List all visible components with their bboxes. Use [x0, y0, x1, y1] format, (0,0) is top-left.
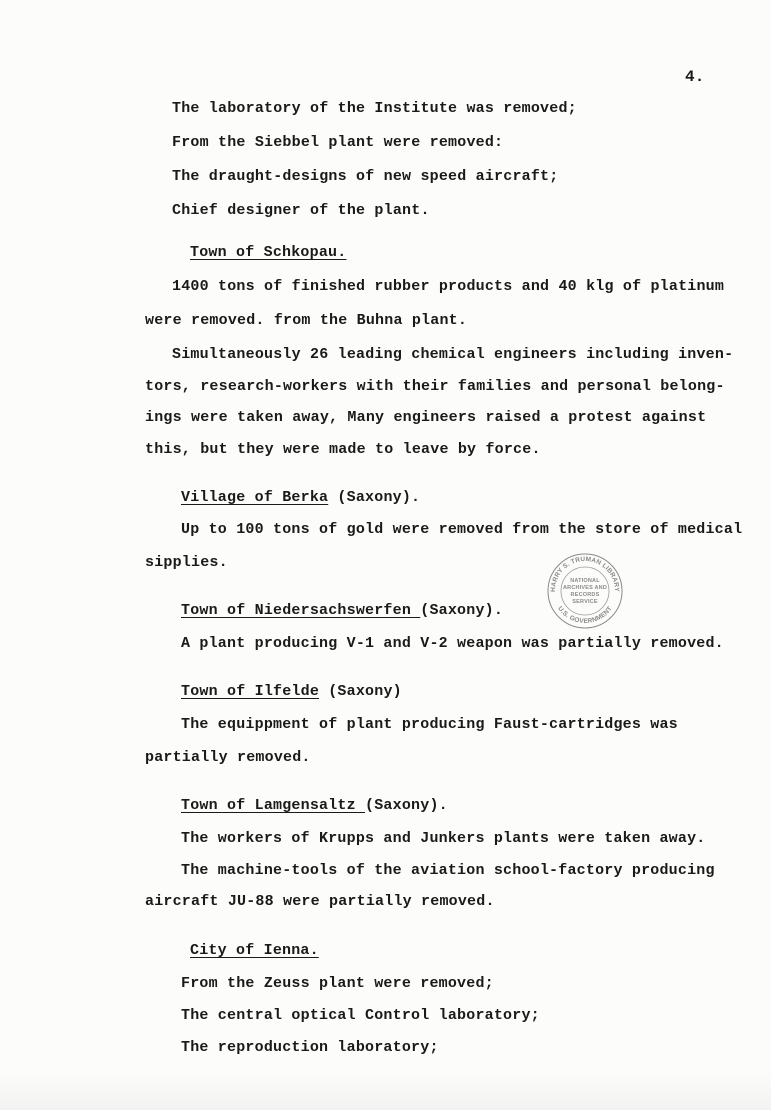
page-number: 4.: [685, 68, 705, 86]
text-line: From the Siebbel plant were removed:: [172, 134, 504, 151]
text-line: Up to 100 tons of gold were removed from the store of medical: [181, 521, 743, 538]
section-heading-line: [181, 489, 420, 507]
text-line: tors, research-workers with their families and personal belong-: [145, 378, 725, 395]
text-line: sipplies.: [145, 554, 228, 571]
text-line: this, but they were made to leave by force.: [145, 441, 541, 458]
archive-stamp: [546, 552, 624, 630]
text-line: A plant producing V-1 and V-2 weapon was partially removed.: [181, 635, 724, 652]
section-heading: City of Ienna.: [190, 942, 319, 959]
region-label: (Saxony).: [365, 797, 448, 814]
text-line: The central optical Control laboratory;: [181, 1007, 540, 1024]
text-line: Chief designer of the plant.: [172, 202, 430, 219]
section-heading: Village of Berka: [181, 489, 329, 506]
text-line: 1400 tons of finished rubber products and 40 klg of platinum: [172, 278, 725, 295]
region-label: (Saxony).: [420, 602, 504, 619]
text-line: Simultaneously 26 leading chemical engineers including inven-: [172, 346, 734, 363]
stamp-line: NATIONAL: [570, 578, 600, 584]
section-heading: Town of Niedersachswerfen: [181, 602, 421, 619]
stamp-top-text: HARRY S. TRUMAN LIBRARY: [549, 555, 621, 593]
text-line: The equippment of plant producing Faust-cartridges was: [181, 716, 678, 733]
text-line: The laboratory of the Institute was removed;: [172, 100, 577, 117]
section-heading: Town of Schkopau.: [190, 244, 347, 261]
stamp-bottom-text: U.S. GOVERNMENT: [556, 605, 614, 626]
text-line: The machine-tools of the aviation school-factory producing: [181, 862, 715, 879]
text-line: were removed. from the Buhna plant.: [145, 312, 468, 329]
page-edge-shadow: [0, 1070, 771, 1110]
section-heading: Town of Ilfelde: [181, 683, 320, 700]
section-heading-line: [181, 683, 402, 701]
text-line: aircraft JU-88 were partially removed.: [145, 893, 495, 910]
text-line: partially removed.: [145, 749, 311, 766]
text-line: The workers of Krupps and Junkers plants were taken away.: [181, 830, 706, 847]
stamp-line: ARCHIVES AND: [562, 585, 608, 591]
text-line: From the Zeuss plant were removed;: [181, 975, 494, 992]
text-line: The reproduction laboratory;: [181, 1039, 439, 1056]
text-line: ings were taken away, Many engineers raised a protest against: [145, 409, 707, 426]
stamp-line: RECORDS: [570, 592, 600, 598]
section-heading-line: [181, 602, 503, 620]
region-label: (Saxony): [319, 683, 402, 700]
section-heading: Town of Lamgensaltz: [181, 797, 366, 814]
section-heading-line: [181, 797, 448, 815]
region-label: (Saxony).: [328, 489, 421, 506]
text-line: The draught-designs of new speed aircraft;: [172, 168, 559, 185]
stamp-line: SERVICE: [572, 599, 598, 605]
